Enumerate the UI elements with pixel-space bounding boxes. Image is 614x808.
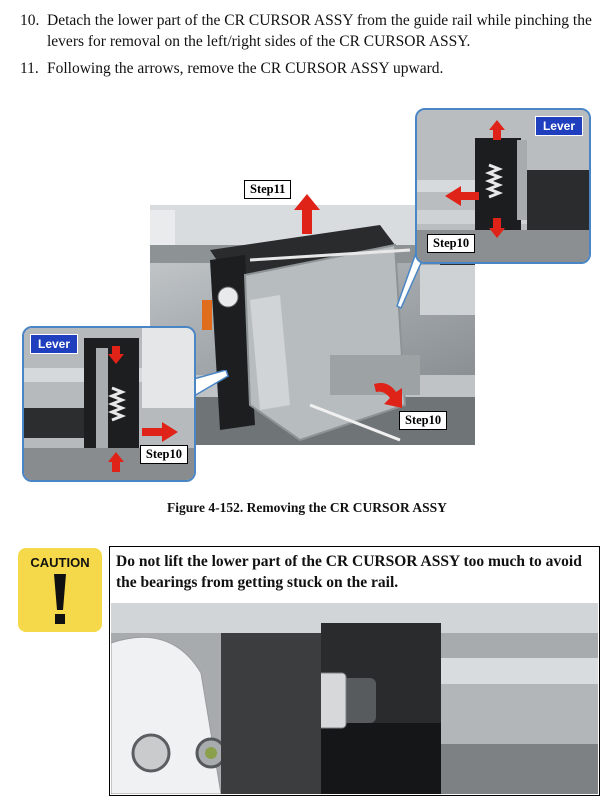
step11-up-arrow-icon xyxy=(292,192,322,236)
step-10 xyxy=(20,10,605,52)
bearing-rail-illustration xyxy=(111,603,598,794)
step10-curved-arrow-icon xyxy=(370,378,414,412)
step10-main-label: Step10 xyxy=(399,411,447,430)
caution-box xyxy=(109,546,600,796)
caution-word: CAUTION xyxy=(30,555,90,570)
left-lever-detail-inset xyxy=(22,326,196,482)
right-lever-detail-inset xyxy=(415,108,591,264)
procedure-steps xyxy=(20,10,605,85)
callout-pointer-left xyxy=(190,370,230,400)
exclamation-icon xyxy=(52,574,68,626)
step-number: 10. xyxy=(20,12,40,29)
step-text: Detach the lower part of the CR CURSOR ASSY from the guide rail while pinching the levers for removal on the left/right sides of the CR CURSOR ASSY. xyxy=(47,12,592,50)
lever-label-right: Lever xyxy=(535,116,583,136)
bearing-rail-photo xyxy=(111,603,598,794)
caution-icon xyxy=(18,548,102,632)
step10-right-label: Step10 xyxy=(427,234,475,253)
lever-label-left: Lever xyxy=(30,334,78,354)
step-number: 11. xyxy=(20,60,39,77)
step-11 xyxy=(20,58,605,79)
caution-text: Do not lift the lower part of the CR CURSOR ASSY too much to avoid the bearings from getting stuck on the rail. xyxy=(116,553,582,591)
step10-left-label: Step10 xyxy=(140,445,188,464)
figure-caption: Figure 4-152. Removing the CR CURSOR ASSY xyxy=(167,500,447,515)
step-text: Following the arrows, remove the CR CURSOR ASSY upward. xyxy=(47,60,444,77)
step11-label: Step11 xyxy=(244,180,291,199)
